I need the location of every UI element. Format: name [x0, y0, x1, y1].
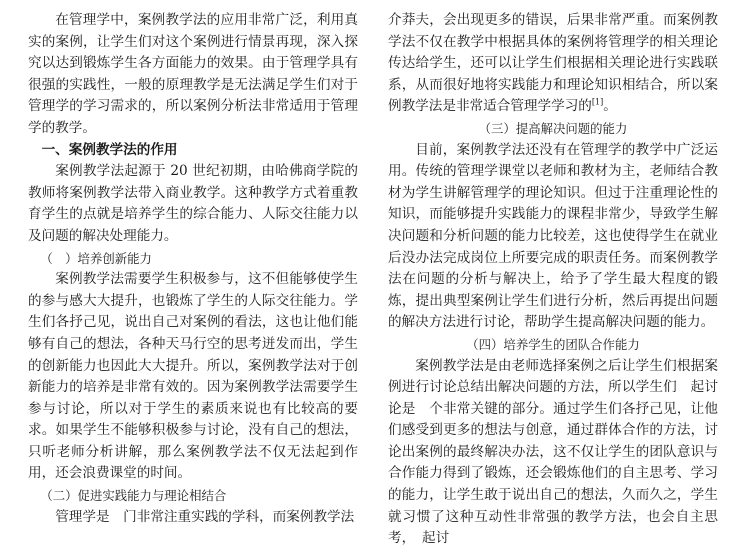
subheading-problem-solving: （三）提高解决问题的能力: [478, 120, 628, 136]
practice-paragraph: 管理学是 门非常注重实践的学科，而案例教学法: [55, 508, 355, 525]
left-column: [28, 10, 358, 525]
practice-continued-end: 。: [603, 98, 617, 115]
subheading-teamwork: （四）培养学生的团队合作能力: [466, 336, 640, 352]
practice-paragraph-continued: [388, 10, 718, 118]
section-heading: 一、案例教学法的作用: [41, 141, 178, 158]
practice-continued-text: 介莽夫，会出现更多的错误，后果非常严重。而案例教学法不仅在教学中根据具体的案例将管理学的相关理论传达给学生，还可以让学生们根据相关理论进行实践联系，从而很好地将实践能力和理论知识相结合，所以案例教学法是非常适合管理学学习的: [388, 12, 718, 115]
intro-paragraph: 在管理学中，案例教学法的应用非常广泛，利用真实的案例，让学生们对这个案例进行情景再现，深入探究以达到锻炼学生各方面能力的效果。由于管理学具有很强的实践性，一般的原理教学是无法满足学生们对于管理学的学习需求的，所以案例分析法非常适用于管理学的教学。: [28, 12, 358, 136]
right-column: [388, 10, 718, 547]
origin-paragraph: 案例教学法起源于 20 世纪初期，由哈佛商学院的教师将案例教学法带入商业教学。这种教学方式着重教育学生的点就是培养学生的综合能力、人际交往能力以及问题的解决处理能力。: [28, 163, 358, 244]
subheading-practice: （二）促进实践能力与理论相结合: [40, 488, 227, 504]
problem-solving-paragraph: 目前，案例教学法还没有在管理学的教学中广泛运用。传统的管理学课堂以老师和教材为主，老师结合教材为学生讲解管理学的理论知识。但过于注重理论性的知识，而能够提升实践能力的课程非常少，导致学生解决问题和分析问题的能力比较差，这也使得学生在就业后没办法完成岗位上所要完成的职责任务。而案例教学法在问题的分析与解决上，给予了学生最大程度的锻炼，提出典型案例让学生们进行分析，然后再提出问题的解决方法进行讨论，帮助学生提高解决问题的能力。: [388, 141, 718, 331]
subheading-innovation: （ ）培养创新能力: [40, 250, 152, 266]
citation-marker: [1]: [591, 97, 604, 107]
innovation-paragraph: 案例教学法需要学生积极参与，这不但能够使学生的参与感大大提升，也锻炼了学生的人际交往能力。学生们各抒己见，说出自己对案例的看法，这也让他们能够有自己的想法，各种天马行空的思考迸发而出，学生的创新能力也因此大大提升。所以，案例教学法对于创新能力的培养是非常有效的。因为案例教学法需要学生参与讨论，所以对于学生的素质来说也有比较高的要求。如果学生不能够积极参与讨论，没有自己的想法，只听老师分析讲解，那么案例教学法不仅无法起到作用，还会浪费课堂的时间。: [28, 271, 358, 482]
teamwork-paragraph: 案例教学法是由老师选择案例之后让学生们根据案例进行讨论总结出解决问题的方法，所以学生们 起讨论是 个非常关键的部分。通过学生们各抒己见，让他们感受到更多的想法与创意，通过群体合作的方法，讨论出案例的最终解决办法，这不仅让学生的团队意识与合作能力得到了锻炼，还会锻炼他们的自主思考、学习的能力，让学生敢于说出自己的想法，久而久之，学生就习惯了这种互动性非常强的教学方法，也会自主思考， 起讨: [388, 357, 718, 547]
